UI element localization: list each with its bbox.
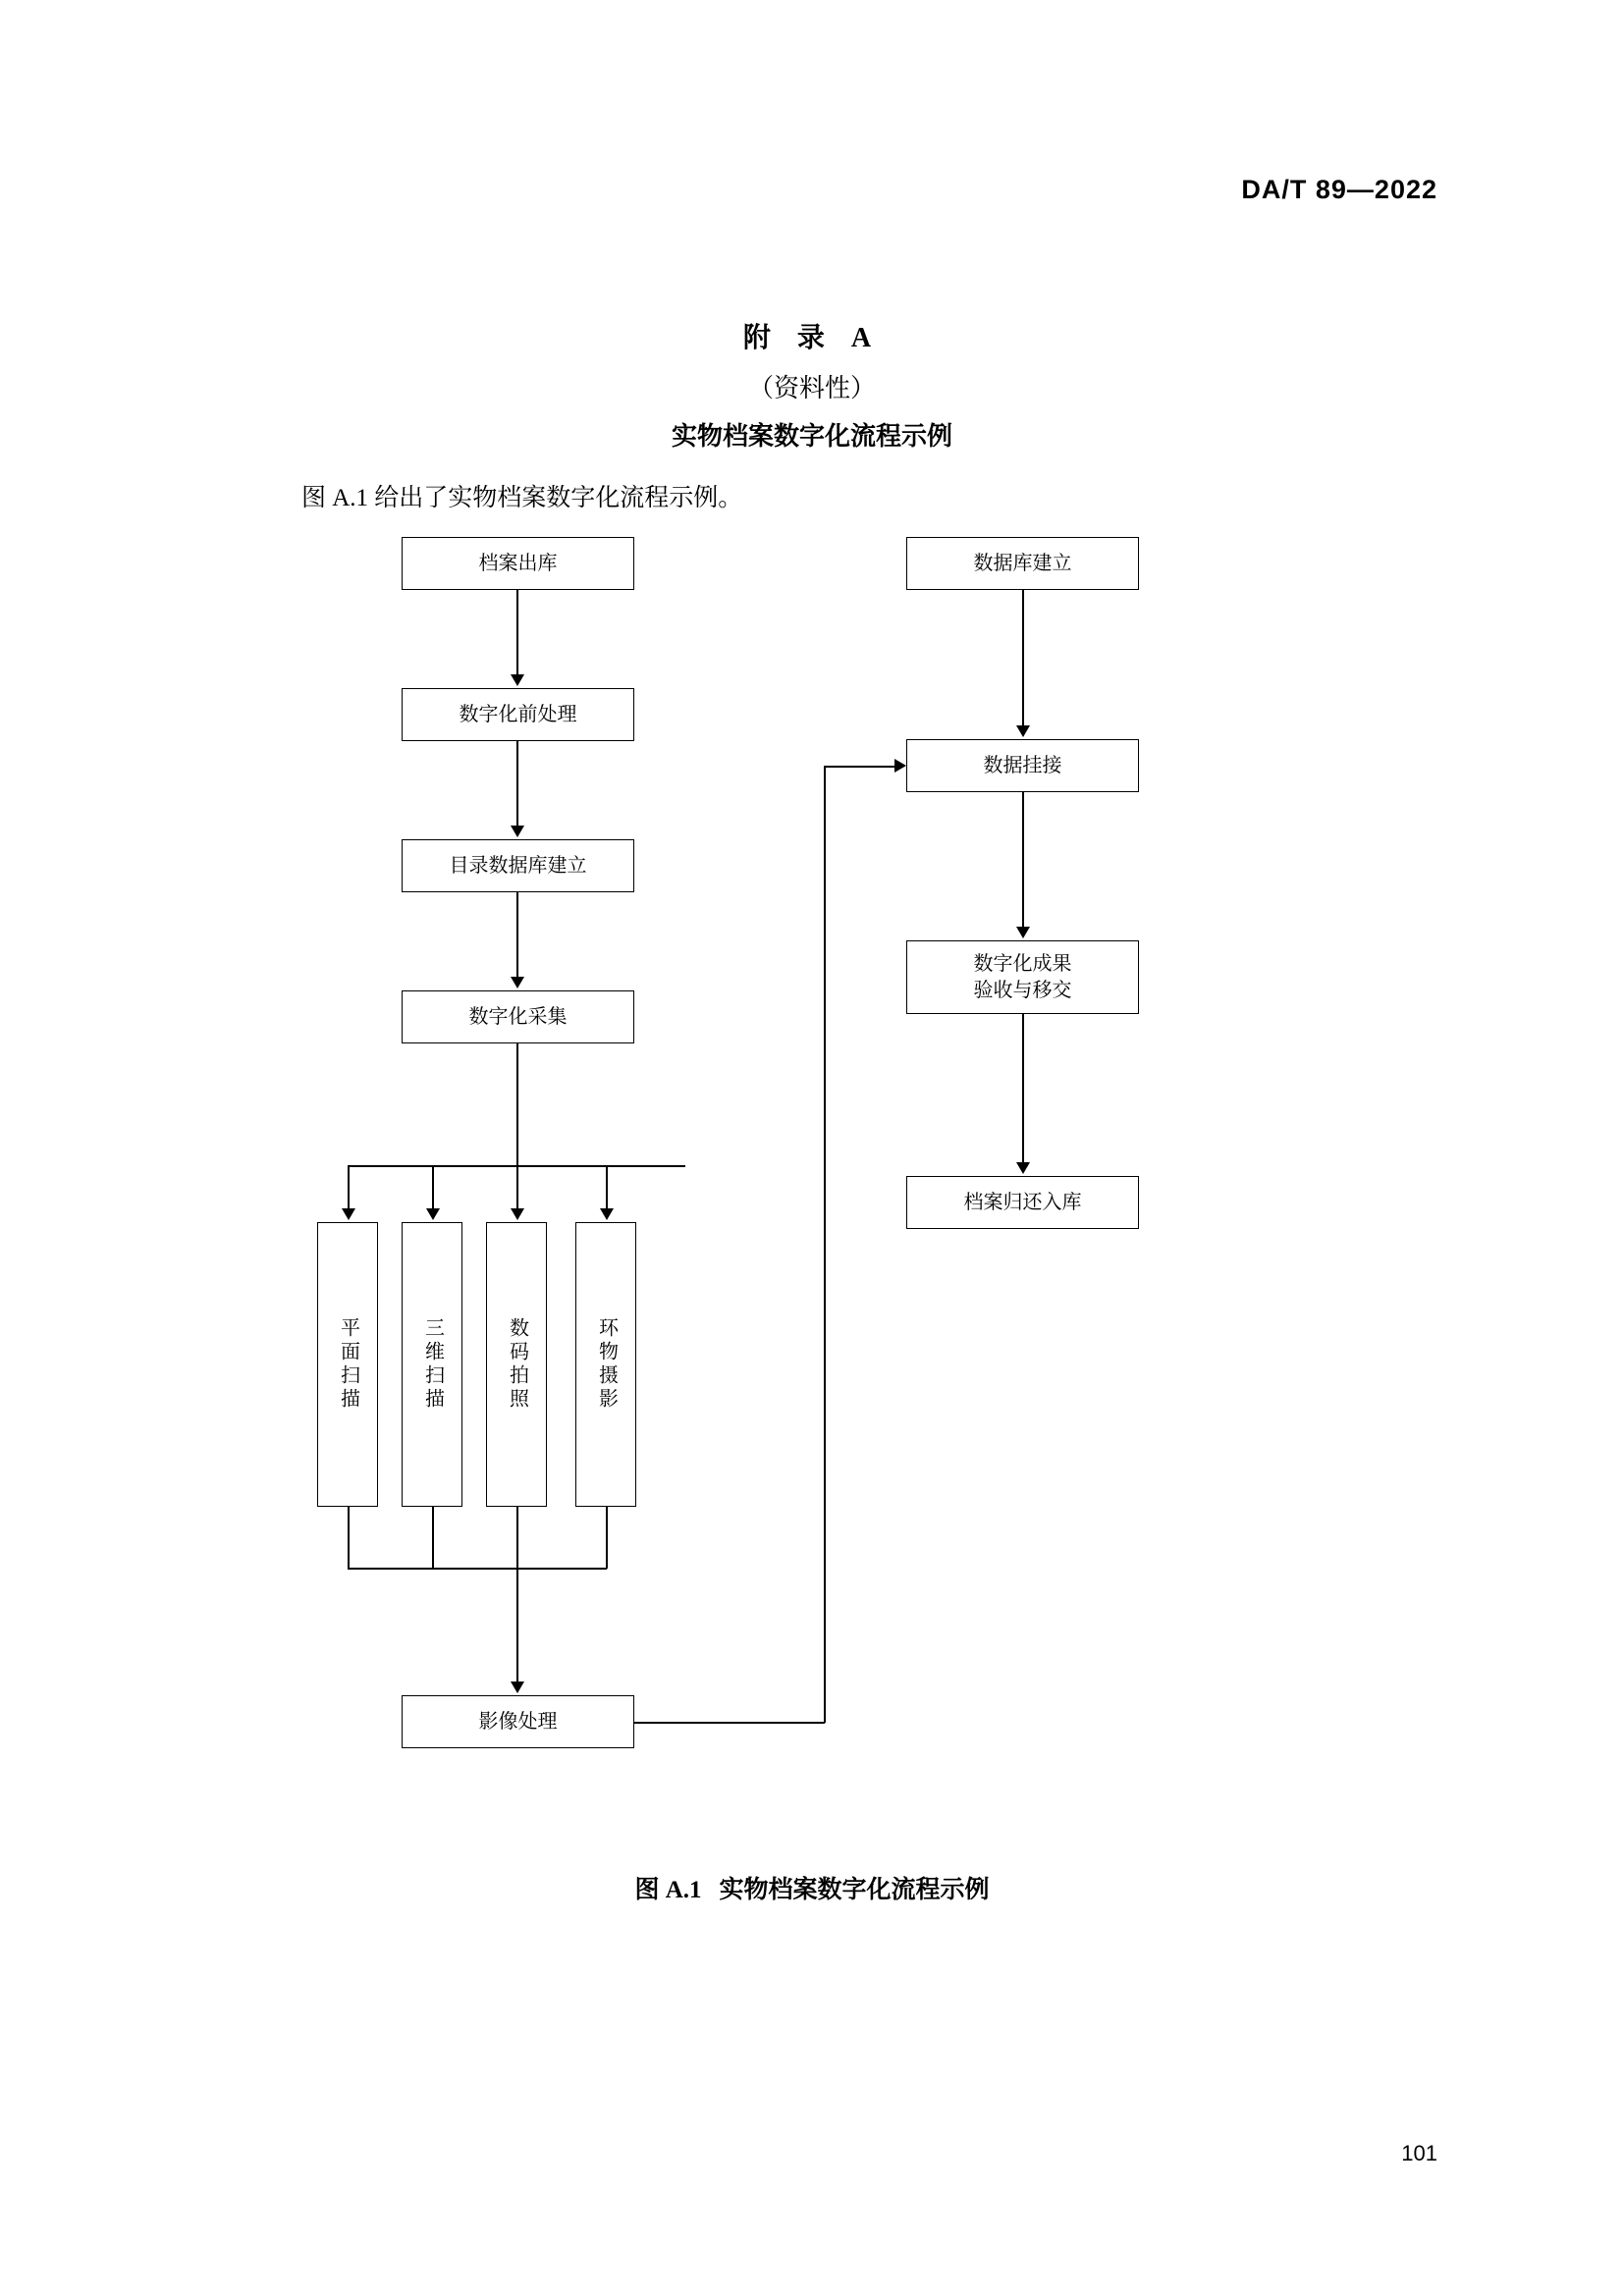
arrow-n11-n12 bbox=[1016, 927, 1030, 938]
node-acceptance-transfer-line1: 数字化成果 bbox=[973, 952, 1072, 975]
arrow-to-3d-scan bbox=[426, 1208, 440, 1220]
connector-n9-right bbox=[634, 1722, 825, 1724]
connector-merge-bus bbox=[348, 1568, 607, 1570]
node-digital-capture: 数字化采集 bbox=[402, 990, 634, 1043]
node-pre-digitization: 数字化前处理 bbox=[402, 688, 634, 741]
standard-code-header: DA/T 89—2022 bbox=[1241, 175, 1437, 204]
arrow-n12-n13 bbox=[1016, 1162, 1030, 1174]
connector-n1-n2 bbox=[516, 590, 518, 678]
arrow-n1-n2 bbox=[511, 674, 524, 686]
connector-capture-down bbox=[516, 1043, 518, 1166]
connector-n12-n13 bbox=[1022, 1014, 1024, 1166]
connector-n3-n4 bbox=[516, 892, 518, 981]
connector-merge-to-n9 bbox=[516, 1568, 518, 1685]
connector-b8-down bbox=[606, 1507, 608, 1569]
node-catalog-database: 目录数据库建立 bbox=[402, 839, 634, 892]
flowchart-figure bbox=[319, 525, 1306, 1831]
connector-feedback-up bbox=[824, 766, 826, 1723]
arrow-n2-n3 bbox=[511, 826, 524, 837]
arrow-n10-n11 bbox=[1016, 725, 1030, 737]
node-archive-outbound: 档案出库 bbox=[402, 537, 634, 590]
node-object-photography: 环物摄影 bbox=[575, 1222, 636, 1507]
connector-bus-to-b6 bbox=[432, 1165, 434, 1212]
connector-bus-to-b7 bbox=[516, 1165, 518, 1212]
node-data-linking: 数据挂接 bbox=[906, 739, 1139, 792]
connector-b6-down bbox=[432, 1507, 434, 1569]
node-database-build: 数据库建立 bbox=[906, 537, 1139, 590]
node-digital-photo: 数码拍照 bbox=[486, 1222, 547, 1507]
node-acceptance-transfer bbox=[906, 940, 1139, 1014]
annex-intro-text: 图 A.1 给出了实物档案数字化流程示例。 bbox=[301, 485, 743, 511]
connector-b7-down bbox=[516, 1507, 518, 1569]
connector-bus-to-b5 bbox=[348, 1165, 350, 1212]
arrow-feedback-to-data-linking bbox=[894, 759, 906, 773]
connector-n10-n11 bbox=[1022, 590, 1024, 729]
figure-caption-label: 图 A.1 bbox=[634, 1877, 702, 1903]
connector-b5-down bbox=[348, 1507, 350, 1569]
page-number: 101 bbox=[1401, 2141, 1437, 2165]
arrow-n3-n4 bbox=[511, 977, 524, 988]
connector-feedback-into-n11 bbox=[824, 766, 894, 768]
node-3d-scan: 三维扫描 bbox=[402, 1222, 462, 1507]
annex-name: 实物档案数字化流程示例 bbox=[671, 422, 952, 451]
arrow-to-digital-photo bbox=[511, 1208, 524, 1220]
node-archive-return: 档案归还入库 bbox=[906, 1176, 1139, 1229]
arrow-to-image-processing bbox=[511, 1682, 524, 1693]
connector-n2-n3 bbox=[516, 741, 518, 829]
connector-n11-n12 bbox=[1022, 792, 1024, 931]
node-acceptance-transfer-line2: 验收与移交 bbox=[973, 979, 1072, 1001]
annex-title: 附 录 A bbox=[742, 323, 882, 353]
connector-bus-to-b8 bbox=[606, 1165, 608, 1212]
node-planar-scan: 平面扫描 bbox=[317, 1222, 378, 1507]
arrow-to-object-photography bbox=[600, 1208, 614, 1220]
figure-caption-text: 实物档案数字化流程示例 bbox=[719, 1877, 990, 1903]
figure-caption bbox=[0, 1870, 1624, 1905]
arrow-to-planar-scan bbox=[342, 1208, 355, 1220]
node-image-processing: 影像处理 bbox=[402, 1695, 634, 1748]
annex-subtitle: （资料性） bbox=[747, 374, 876, 402]
